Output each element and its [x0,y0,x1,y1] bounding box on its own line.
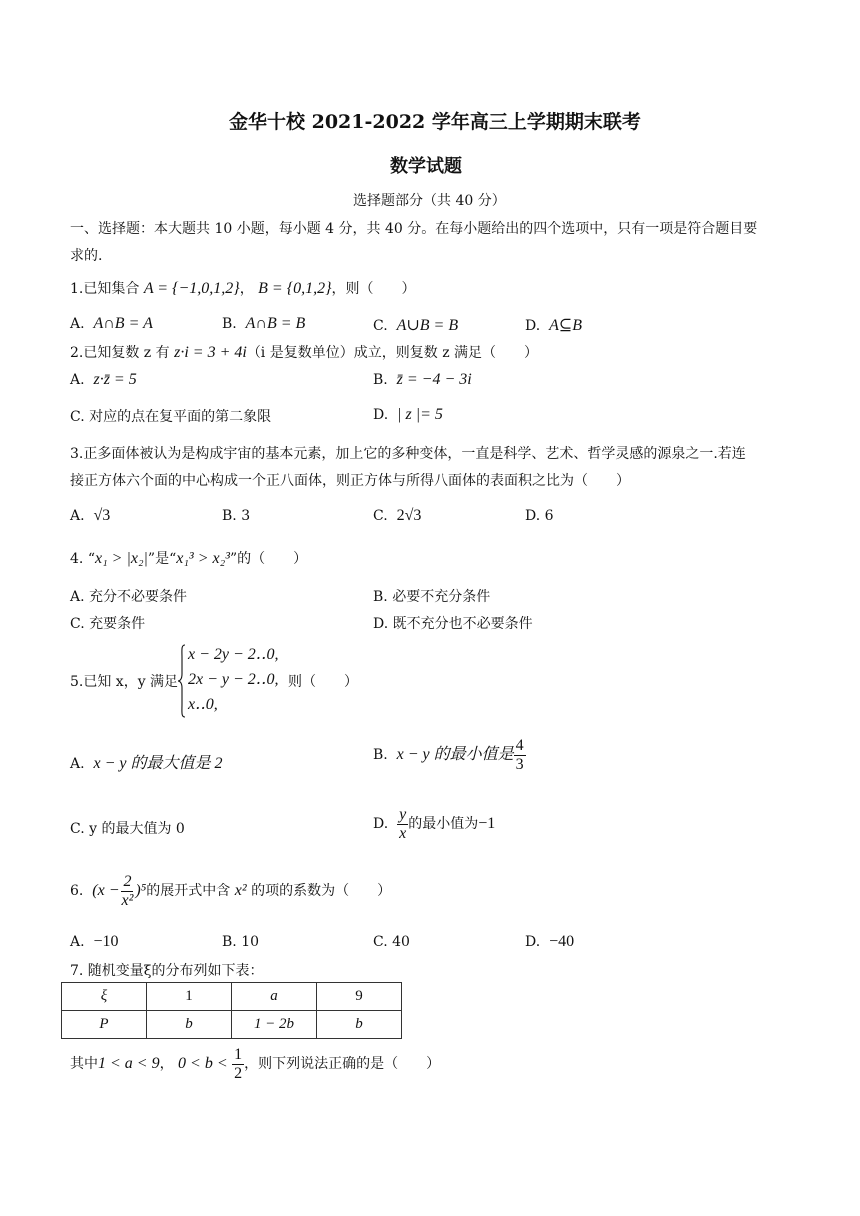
fraction-numerator: 1 [234,1046,243,1063]
q1-option-a-label: A. [70,316,85,332]
q3-option-a-label: A. [70,508,85,524]
q4-option-d[interactable]: D. 既不充分也不必要条件 [373,616,533,632]
q1-option-a[interactable] [70,315,153,333]
q3-option-d[interactable] [525,508,554,524]
q6-term: x² [234,882,247,900]
q1-option-c-label: C. [373,318,388,334]
table-cell: 1 [147,983,232,1011]
q2-option-b-label: B. [373,372,388,388]
fraction-numerator: 2 [123,873,132,890]
q6-expr-post: )⁵ [135,882,147,900]
q1-option-c[interactable] [373,315,458,335]
q5-constraint-1: x − 2y − 2‥0, [188,646,279,663]
fraction-numerator: y [399,806,407,823]
table-cell: a [232,983,317,1011]
q2-expr: z·i = 3 + 4i [174,344,247,361]
q5-constraint-3: x‥0, [188,696,218,713]
q3-option-d-text: D. 6 [525,508,554,524]
q6-option-a[interactable] [70,933,119,951]
q7-cond-2: 0 < b < [178,1055,228,1073]
q4-option-b[interactable]: B. 必要不充分条件 [373,589,491,605]
table-cell: b [317,1011,402,1039]
table-cell: ξ [62,983,147,1011]
q1-option-d[interactable] [525,315,582,335]
table-cell: 1 − 2b [232,1011,317,1039]
q3-option-a[interactable] [70,507,110,525]
q5-stem-a: 5.已知 x，y 满足 [70,674,179,690]
q5-option-b-text: x − y 的最小值是 [396,746,514,764]
q2-stem-a: 2.已知复数 z 有 [70,345,170,361]
q6-expr-pre: (x − [92,882,120,900]
exam-title: 金华十校 2021-2022 学年高三上学期期末联考 [229,111,641,133]
q1-set-a: A = {−1,0,1,2} [143,280,240,297]
q5-stem-b: 则（ ） [288,674,358,690]
q5-option-d-label: D. [373,816,389,833]
question-2-stem [70,342,538,362]
table-cell: 9 [317,983,402,1011]
q4-option-c[interactable]: C. 充要条件 [70,616,146,632]
q6-fraction [120,873,136,909]
q7-condition-line [70,1046,440,1082]
q3-option-c-text: 2√3 [396,507,422,524]
q2-option-d[interactable] [373,406,443,424]
left-brace-icon [178,644,186,718]
q6-tail: 的项的系数为（ ） [251,883,392,900]
q1-option-b[interactable] [222,315,305,333]
fraction-denominator: x [399,824,407,842]
q2-option-d-text: | z |= 5 [397,406,443,423]
q3-line-2: 接正方体六个面的中心构成一个正八面体，则正方体与所得八面体的表面积之比为（ ） [70,473,630,489]
q5-option-d-text: 的最小值为 [408,816,479,833]
q4-open-quote: “ [87,551,95,567]
q4-num: 4. [70,551,84,567]
q1-option-c-text: A∪B = B [396,317,459,334]
q3-option-c-label: C. [373,508,388,524]
q2-option-a-label: A. [70,372,85,388]
q4-mid: ”是“ [147,551,177,567]
q1-stem-b: ，则（ ） [331,281,416,297]
q1-set-b: B = {0,1,2} [258,280,332,297]
q1-option-b-text: A∩B = B [245,315,306,332]
q3-option-c[interactable] [373,507,421,525]
q4-option-a[interactable]: A. 充分不必要条件 [70,589,188,605]
q1-option-b-label: B. [222,316,237,332]
q6-option-a-text: −10 [93,933,119,950]
table-cell: b [147,1011,232,1039]
q7-tail: ，则下列说法正确的是（ ） [244,1056,441,1073]
q5-option-b-label: B. [373,747,388,764]
q6-option-b[interactable]: B. 10 [222,934,260,950]
q4-tail: ”的（ ） [229,551,308,567]
instructions-line-1: 一、选择题：本大题共 10 小题，每小题 4 分，共 40 分。在每小题给出的四个选项中，只有一项是符合题目要 [70,221,758,237]
q1-sep: ， [239,281,254,297]
table-row [62,983,402,1011]
q3-line-1: 3.正多面体被认为是构成宇宙的基本元素，加上它的多种变体，一直是科学、艺术、哲学灵感的源泉之一.若连 [70,446,746,462]
q1-option-d-label: D. [525,318,541,334]
fraction-denominator: x² [121,891,134,909]
q1-option-d-text: A⊆B [549,317,583,334]
q5-option-b[interactable] [373,737,526,773]
q7-cond-pre: 其中 [70,1056,98,1073]
q2-option-a[interactable] [70,371,137,389]
fraction-denominator: 2 [234,1064,243,1082]
distribution-table [61,982,402,1039]
q5-option-d-fraction [397,806,408,842]
fraction-numerator: 4 [515,737,524,754]
q2-option-c-text: C. 对应的点在复平面的第二象限 [70,409,272,425]
table-cell: P [62,1011,147,1039]
q2-option-b[interactable] [373,371,472,389]
q7-fraction [232,1046,244,1082]
q4-condition-2: x₁³ > x₂³ [176,550,230,567]
question-1-stem [70,278,416,298]
q6-option-d-label: D. [525,934,541,950]
q7-stem: 7. 随机变量ξ的分布列如下表： [70,963,264,979]
q5-option-c[interactable]: C. y 的最大值为 0 [70,821,185,837]
q5-option-b-fraction [514,737,526,773]
q5-option-a-text: x − y 的最大值是 2 [93,755,223,772]
q3-option-a-text: √3 [93,507,111,524]
q3-option-b[interactable] [222,508,250,524]
q1-stem-a: 1.已知集合 [70,281,140,297]
table-row [62,1011,402,1039]
q7-sep: ， [159,1056,174,1073]
question-4-stem [70,548,307,568]
q6-option-a-label: A. [70,934,85,950]
q6-num: 6. [70,883,84,900]
exam-subtitle: 数学试题 [390,156,462,177]
q6-option-d-text: −40 [549,933,575,950]
q6-stem: 的展开式中含 [146,883,231,900]
question-6-stem [70,873,391,909]
q3-option-b-text: B. 3 [222,508,251,524]
q5-option-d[interactable] [373,806,495,842]
q2-stem-b: （i 是复数单位）成立，则复数 z 满足（ ） [246,345,539,361]
q7-cond-1: 1 < a < 9 [98,1055,160,1073]
q5-constraint-2: 2x − y − 2‥0, [188,671,279,688]
q2-option-b-text: z̄ = −4 − 3i [396,371,472,388]
q2-option-a-text: z·z̄ = 5 [93,371,137,388]
q4-condition-1: x₁ > |x₂| [94,550,148,567]
q5-option-a[interactable] [70,750,222,773]
q2-option-d-label: D. [373,407,389,423]
q1-option-a-text: A∩B = A [93,315,153,332]
q2-option-c[interactable] [70,406,271,426]
instructions-line-2: 求的. [70,248,103,264]
q5-option-a-label: A. [70,756,85,772]
q5-option-d-value: −1 [478,815,496,833]
fraction-denominator: 3 [515,755,524,773]
q6-option-d[interactable] [525,933,574,951]
q6-option-c[interactable]: C. 40 [373,934,410,950]
section-heading: 选择题部分（共 40 分） [353,193,506,209]
